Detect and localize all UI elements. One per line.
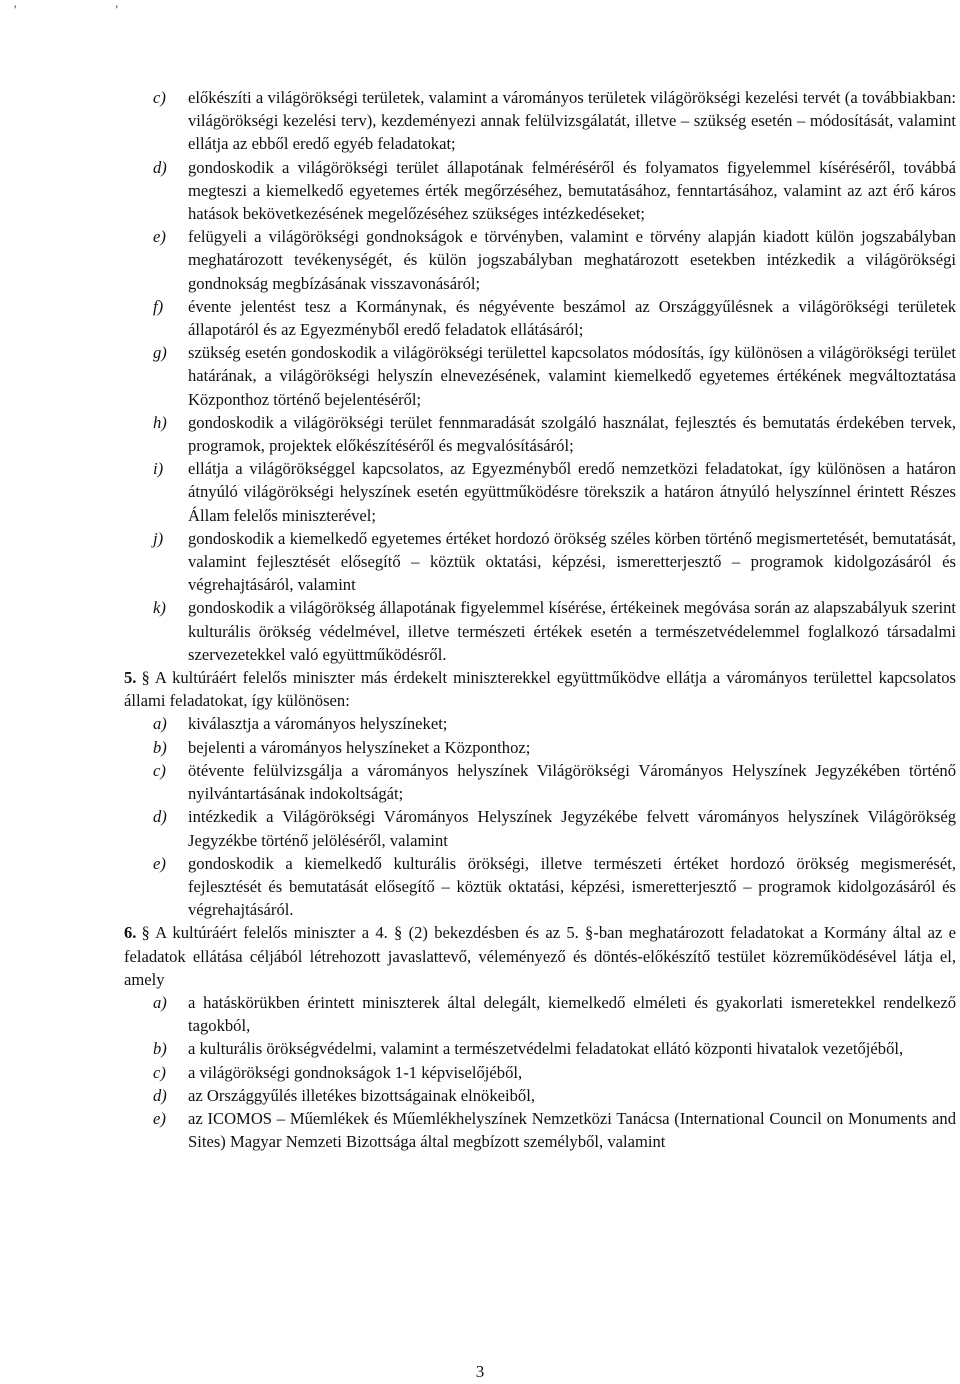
item-label: b) (153, 1039, 167, 1059)
section-6 (124, 921, 956, 991)
item-text: intézkedik a Világörökségi Várományos Helyszínek Jegyzékébe felvett várományos helyszínek Világörökség Jegyzékbe történő jelöléséről, valamint (188, 807, 956, 850)
list-item (124, 1061, 956, 1084)
list-item (124, 156, 956, 226)
section-text: § A kultúráért felelős miniszter más érdekelt miniszterekkel együttműködve ellátja a várományos területtel kapcsolatos állami feladatokat, így különösen: (124, 668, 956, 711)
list-item (124, 527, 956, 597)
item-label: c) (153, 1062, 166, 1082)
item-label: a) (153, 714, 167, 734)
item-label: e) (153, 1108, 166, 1128)
list-item (124, 852, 956, 922)
list-item (124, 411, 956, 457)
item-label: j) (153, 528, 164, 548)
list-item (124, 1037, 956, 1060)
item-label: h) (153, 412, 167, 432)
item-label: f) (153, 296, 164, 316)
item-label: d) (153, 157, 167, 177)
item-text: kiválasztja a várományos helyszíneket; (188, 714, 448, 734)
list-item (124, 341, 956, 411)
list-item (124, 457, 956, 527)
item-text: bejelenti a várományos helyszíneket a Központhoz; (188, 737, 531, 757)
item-text: a hatáskörükben érintett miniszterek által delegált, kiemelkedő elméleti és gyakorlati ismeretekkel rendelkező tagokból, (188, 992, 956, 1036)
list-block-5 (124, 712, 956, 921)
item-label: c) (153, 88, 166, 107)
list-item (124, 991, 956, 1037)
item-text: a kulturális örökségvédelmi, valamint a természetvédelmi feladatokat ellátó központi hivatalok vezetőjéből, (188, 1039, 904, 1059)
item-label: g) (153, 343, 167, 363)
section-text: § A kultúráért felelős miniszter a 4. § (2) bekezdésben és az 5. §-ban meghatározott feladatokat a Kormány által az e feladatok ellátása céljából létrehozott javaslattevő, véleményező és döntés-előkészítő testület közreműködésével látja el, amely (124, 923, 956, 989)
section-5 (124, 666, 956, 712)
item-label: a) (153, 992, 167, 1012)
item-text: az ICOMOS – Műemlékek és Műemlékhelyszínek Nemzetközi Tanácsa (International Council on Monuments and Sites) Magyar Nemzeti Bizottsága által megbízott személyből, valamint (188, 1108, 956, 1152)
item-label: e) (153, 853, 166, 873)
document-body (124, 86, 956, 1153)
list-item (124, 712, 956, 735)
item-text: gondoskodik a világörökségi terület állapotának felméréséről és folyamatos figyelemmel kíséréséről, továbbá megteszi a kiemelkedő egyetemes érték megőrzéséhez, bemutatásához, fenntartásához, valamint az azt érő káros hatások bekövetkezésének megelőzéséhez szükséges intézkedéseket; (188, 157, 956, 224)
item-label: i) (153, 459, 164, 479)
list-item (124, 759, 956, 805)
item-text: ellátja a világörökséggel kapcsolatos, az Egyezményből eredő nemzetközi feladatokat, így különösen a határon átnyúló világörökségi helyszínek esetén együttműködésre törekszik a határon átnyúló helyszínnel érintett Részes Állam felelős miniszterével; (188, 459, 956, 525)
item-text: évente jelentést tesz a Kormánynak, és négyévente beszámol az Országgyűlésnek a világörökségi területek állapotáról és az Egyezményből eredő feladatok ellátásáról; (188, 296, 956, 340)
list-item (124, 295, 956, 341)
list-item (124, 225, 956, 295)
item-text: az Országgyűlés illetékes bizottságainak elnökeiből, (188, 1085, 535, 1105)
list-item (124, 1084, 956, 1107)
item-text: előkészíti a világörökségi területek, valamint a várományos területek világörökségi kezelési tervét (a továbbiakban: világörökségi kezelési terv), kezdeményezi annak felülvizsgálatát, illetve – szükség esetén – módosítását, valamint ellátja az ebből eredő egyéb feladatokat; (188, 88, 956, 154)
item-text: gondoskodik a világörökségi terület fennmaradását szolgáló használat, fejlesztés és bemutatás érdekében tervek, programok, projektek előkészítéséről és megvalósításáról; (188, 412, 956, 456)
item-text: szükség esetén gondoskodik a világörökségi területtel kapcsolatos módosítás, így különösen a világörökségi terület határának, a világörökségi helyszín elnevezésének, valamint kiemelkedő egyetemes értékének megváltoztatása Központhoz történő bejelentéséről; (188, 343, 956, 409)
item-label: d) (153, 807, 167, 827)
list-item (124, 736, 956, 759)
list-item (124, 86, 956, 156)
item-label: k) (153, 598, 166, 618)
list-item (124, 596, 956, 666)
item-text: gondoskodik a kiemelkedő egyetemes értéket hordozó örökség széles körben történő megismertetését, bemutatását, valamint fejlesztését elősegítő – köztük oktatási, képzési, ismeretterjesztő – programok kidolgozásáról és végrehajtásáról, valamint (188, 528, 956, 595)
item-label: b) (153, 737, 167, 757)
item-text: felügyeli a világörökségi gondnokságok e törvényben, valamint e törvény alapján kiadott külön jogszabályban meghatározott tevékenységét, és külön jogszabályban meghatározott esetekben intézkedik a világörökségi gondnokság megbízásának visszavonásáról; (188, 227, 956, 293)
page-number: 3 (475, 1362, 485, 1381)
item-label: c) (153, 760, 166, 780)
list-item (124, 1107, 956, 1153)
section-number: 6. (124, 923, 137, 943)
item-text: gondoskodik a kiemelkedő kulturális örökségi, illetve természeti értéket hordozó örökség megismerését, fejlesztését és bemutatását elősegítő – köztük oktatási, képzési, ismeretterjesztő – programok kidolgozásáról és végrehajtásáról. (188, 853, 956, 920)
item-text: a világörökségi gondnokságok 1-1 képviselőjéből, (188, 1062, 523, 1082)
list-block-4 (124, 86, 956, 666)
section-number: 5. (124, 668, 137, 688)
item-text: ötévente felülvizsgálja a várományos helyszínek Világörökségi Várományos Helyszínek Jegyzékében történő nyilvántartásának indokoltságát; (188, 760, 956, 804)
item-label: e) (153, 227, 166, 247)
item-text: gondoskodik a világörökség állapotának figyelemmel kísérése, értékeinek megóvása során az alapszabályuk szerint kulturális örökség védelmével, illetve természeti értékek esetén a természetvédelemmel foglalkozó társadalmi szervezetekkel való együttműködésről. (188, 598, 956, 664)
scan-corner-marks: ' ' (14, 2, 166, 17)
item-label: d) (153, 1085, 167, 1105)
list-item (124, 805, 956, 851)
list-block-6 (124, 991, 956, 1153)
